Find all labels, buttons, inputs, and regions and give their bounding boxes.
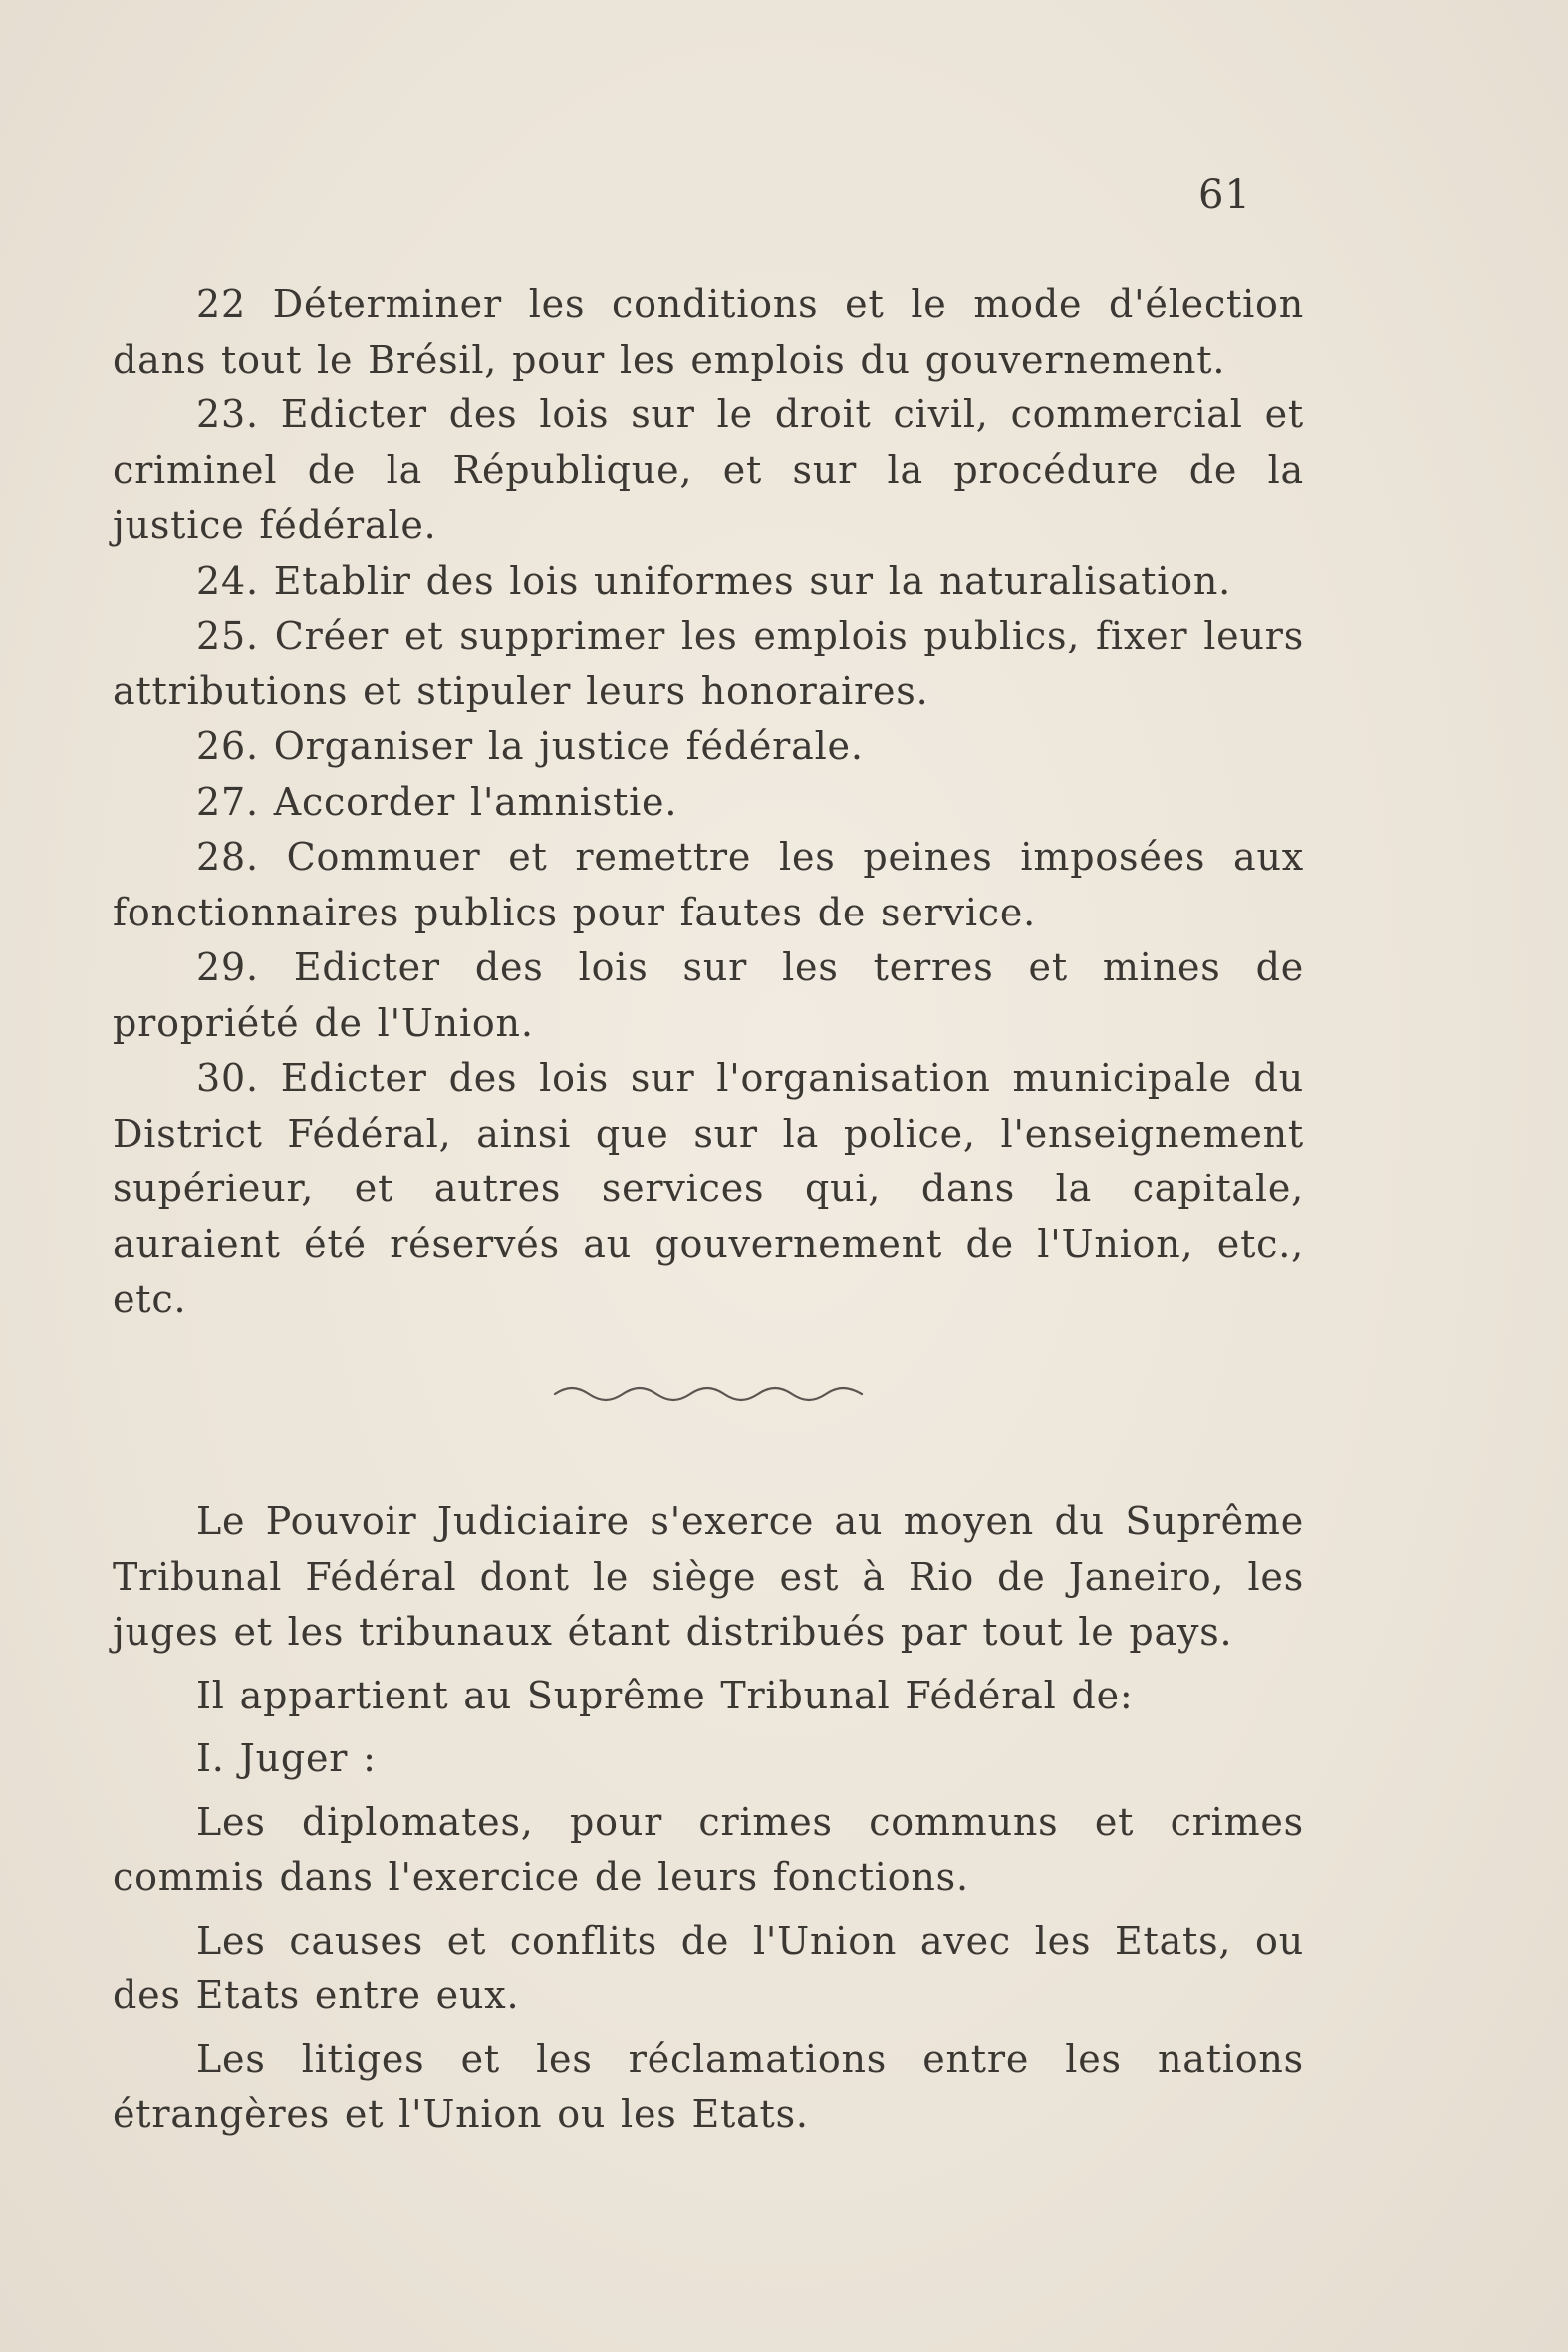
article-22: 22 Déterminer les conditions et le mode d'élection dans tout le Brésil, pour les emplois du gouvernement.	[113, 282, 1304, 382]
page-number: 61	[1198, 172, 1251, 218]
article-25: 25. Créer et supprimer les emplois publics, fixer leurs attributions et stipuler leurs honoraires.	[113, 614, 1304, 713]
judiciary-section	[113, 1494, 1304, 2143]
article-27: 27. Accorder l'amnistie.	[196, 779, 678, 824]
article-28: 28. Commuer et remettre les peines imposées aux fonctionnaires publics pour fautes de service.	[113, 835, 1304, 934]
article-24: 24. Etablir des lois uniformes sur la naturalisation.	[196, 558, 1232, 603]
article-30: 30. Edicter des lois sur l'organisation municipale du District Fédéral, ainsi que sur la police, l'enseignement supérieur, et autres services qui, dans la capitale, auraient été réservés au gouvernement de l'Union, etc., etc.	[113, 1056, 1304, 1321]
judiciary-intro: Le Pouvoir Judiciaire s'exerce au moyen du Suprême Tribunal Fédéral dont le siège est à Rio de Janeiro, les juges et les tribunaux étant distribués par tout le pays.	[113, 1499, 1304, 1654]
tribunal-powers: Il appartient au Suprême Tribunal Fédéral de:	[196, 1673, 1134, 1717]
judge-heading: I. Juger :	[196, 1736, 377, 1780]
jurisdiction-diplomats: Les diplomates, pour crimes communs et crimes commis dans l'exercice de leurs fonctions.	[113, 1799, 1304, 1899]
jurisdiction-union-states: Les causes et conflits de l'Union avec les Etats, ou des Etats entre eux.	[113, 1918, 1304, 2017]
article-list	[113, 277, 1304, 1328]
article-26: 26. Organiser la justice fédérale.	[196, 724, 864, 768]
jurisdiction-foreign-nations: Les litiges et les réclamations entre les nations étrangères et l'Union ou les Etats.	[113, 2036, 1304, 2136]
article-29: 29. Edicter des lois sur les terres et mines de propriété de l'Union.	[113, 945, 1304, 1045]
wavy-rule-ornament-icon	[553, 1381, 864, 1407]
article-23: 23. Edicter des lois sur le droit civil, commercial et criminel de la République, et sur la procédure de la justice fédérale.	[113, 392, 1304, 547]
